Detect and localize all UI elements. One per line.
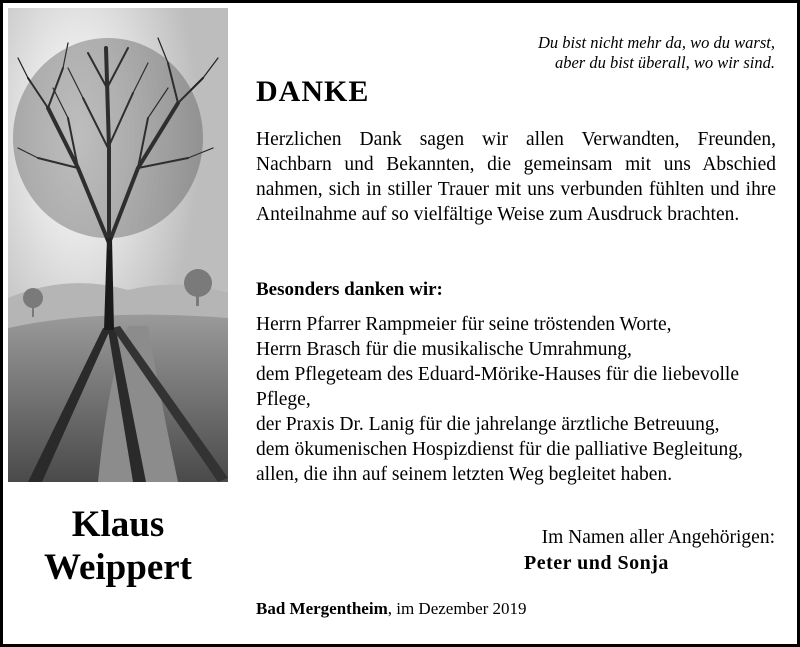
family-signature: Peter und Sonja — [524, 552, 669, 574]
date-text: , im Dezember 2019 — [387, 599, 527, 618]
place-name: Bad Mergentheim — [256, 599, 388, 618]
list-item: Herrn Pfarrer Rampmeier für seine tröstenden Worte, — [256, 314, 672, 335]
special-thanks-list — [256, 312, 786, 487]
list-item: dem Pflegeteam des Eduard-Mörike-Hauses für die liebevolle Pflege, — [256, 364, 739, 410]
first-name: Klaus — [71, 504, 165, 545]
intro-paragraph: Herzlichen Dank sagen wir allen Verwandten, Freunden, Nachbarn und Bekannten, die gemeinsam mit uns Abschied nahmen, sich in stiller Trauer mit uns verbunden fühlten und ihre Anteilnahme auf so vielfältige Weise zum Ausdruck brachten. — [256, 129, 776, 225]
list-item: allen, die ihn auf seinem letzten Weg begleitet haben. — [256, 464, 673, 485]
deceased-name — [8, 503, 228, 589]
last-name: Weippert — [44, 547, 192, 588]
notice-heading: DANKE — [256, 75, 370, 108]
list-item: der Praxis Dr. Lanig für die jahrelange ärztliche Betreuung, — [256, 414, 720, 435]
motto-line-1: Du bist nicht mehr da, wo du warst, — [538, 33, 775, 52]
signoff-text: Im Namen aller Angehörigen: — [541, 527, 775, 548]
tree-illustration — [8, 8, 228, 482]
list-item: Herrn Brasch für die musikalische Umrahmung, — [256, 339, 632, 360]
list-item: dem ökumenischen Hospizdienst für die palliative Begleitung, — [256, 439, 743, 460]
special-thanks-heading: Besonders danken wir: — [256, 279, 443, 300]
place-and-date — [256, 599, 527, 619]
tree-photo — [8, 8, 228, 482]
motto-quote — [538, 33, 775, 73]
motto-line-2: aber du bist überall, wo wir sind. — [554, 53, 775, 72]
